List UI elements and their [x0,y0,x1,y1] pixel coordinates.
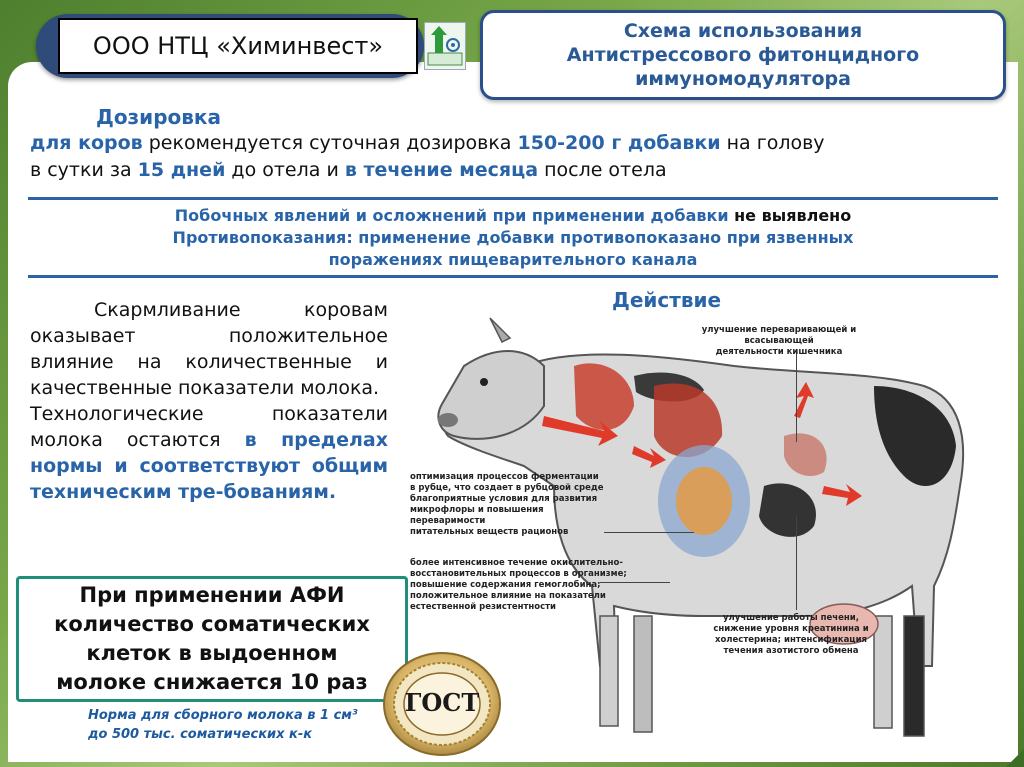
dosage-after-calving: после отела [538,159,667,181]
scheme-title-box [480,10,1006,100]
action-title: Действие [612,288,722,312]
company-logo-icon [424,22,466,70]
annotation-rumen-line-5: питательных веществ рационов [410,527,569,537]
dosage-amount: 150-200 г добавки [517,132,721,154]
annotation-intestine-line-1: улучшение переваривающей и всасывающей [701,325,857,346]
gost-label: ГОСТ [404,688,480,717]
contraindications-line-2: поражениях пищеварительного канала [328,250,698,269]
annotation-rumen-line-1: оптимизация процессов ферментации [410,472,599,482]
scheme-title-line-1: Схема использования [623,20,863,42]
annotation-liver-line-3: холестерина; интенсификация [714,635,868,645]
scheme-title-line-2: Антистрессового фитонцидного [566,44,920,66]
annotation-metabolism [410,558,630,613]
dosage-text [30,130,1000,184]
somatic-line-3: клеток в выдоенном [86,641,338,665]
annotation-rumen-line-3: благоприятные условия для развития [410,494,598,504]
divider-top [28,197,998,200]
dosage-days: 15 дней [137,159,226,181]
annotation-intestine [684,325,874,358]
milk-effect-paragraph-2 [30,401,388,505]
annotation-metabolism-line-2: восстановительных процессов в организме; [410,569,627,579]
dosage-per-head: на голову [720,132,825,154]
divider-bottom [28,275,998,278]
dosage-per-day: в сутки за [30,159,138,181]
annotation-metabolism-line-4: положительное влияние на показатели [410,591,606,601]
scheme-title-line-3: иммуномодулятора [635,68,851,90]
milk-norm-note [88,706,388,744]
annotation-rumen-line-2: в рубце, что создает в рубцовой среде [410,483,604,493]
dosage-before-calving: до отела и [225,159,345,181]
annotation-rumen-line-4: микрофлоры и повышения переваримости [410,505,544,526]
dosage-title: Дозировка [96,105,221,129]
dosage-cows: для коров [30,132,143,154]
side-effects-block [30,205,996,271]
dosage-line-2 [30,157,1000,184]
dosage-month: в течение месяца [344,159,539,181]
annotation-metabolism-line-1: более интенсивное течение окислительно- [410,558,623,568]
milk-norm-line-2: до 500 тыс. соматических к-к [88,727,313,742]
annotation-liver [706,613,876,657]
company-name: ООО НТЦ «Химинвест» [58,18,418,74]
side-effects-none: не выявлено [734,206,852,225]
side-effects-text: Побочных явлений и осложнений при применении добавки [174,206,735,225]
side-effects-line-1 [30,205,996,227]
somatic-line-2: количество соматических [54,612,370,636]
annotation-metabolism-line-3: повышение содержания гемоглобина; [410,580,601,590]
contraindications-line-1: Противопоказания: применение добавки противопоказано при язвенных [172,228,854,247]
milk-effect-norms: в пределах нормы и соответствуют общим техническим тре-бованиям. [30,429,388,503]
annotation-leader-line [796,516,797,610]
annotation-leader-line [604,532,694,533]
annotation-liver-line-4: течения азотистого обмена [723,646,859,656]
dosage-recommend: рекомендуется суточная дозировка [142,132,518,154]
milk-effect-paragraph-1: Скармливание коровам оказывает положительное влияние на количественные и качественные показатели молока. [30,299,388,399]
somatic-line-1: При применении АФИ [79,583,345,607]
annotation-liver-line-1: улучшение работы печени, [723,613,859,623]
somatic-line-4: молоке снижается 10 раз [56,670,368,694]
dosage-line-1 [30,130,1000,157]
milk-effect-text [30,297,388,505]
annotation-liver-line-2: снижение уровня креатинина и [713,624,869,634]
annotation-metabolism-line-5: естественной резистентности [410,602,557,612]
annotation-rumen [410,472,610,538]
corner-triangle-icon [1006,749,1024,767]
milk-effect-tech: Технологические показатели молока остаются [30,403,388,451]
milk-norm-line-1: Норма для сборного молока в 1 см³ [88,708,358,723]
annotation-leader-line [796,352,797,442]
annotation-intestine-line-2: деятельности кишечника [715,347,843,357]
somatic-cells-box [16,576,408,702]
